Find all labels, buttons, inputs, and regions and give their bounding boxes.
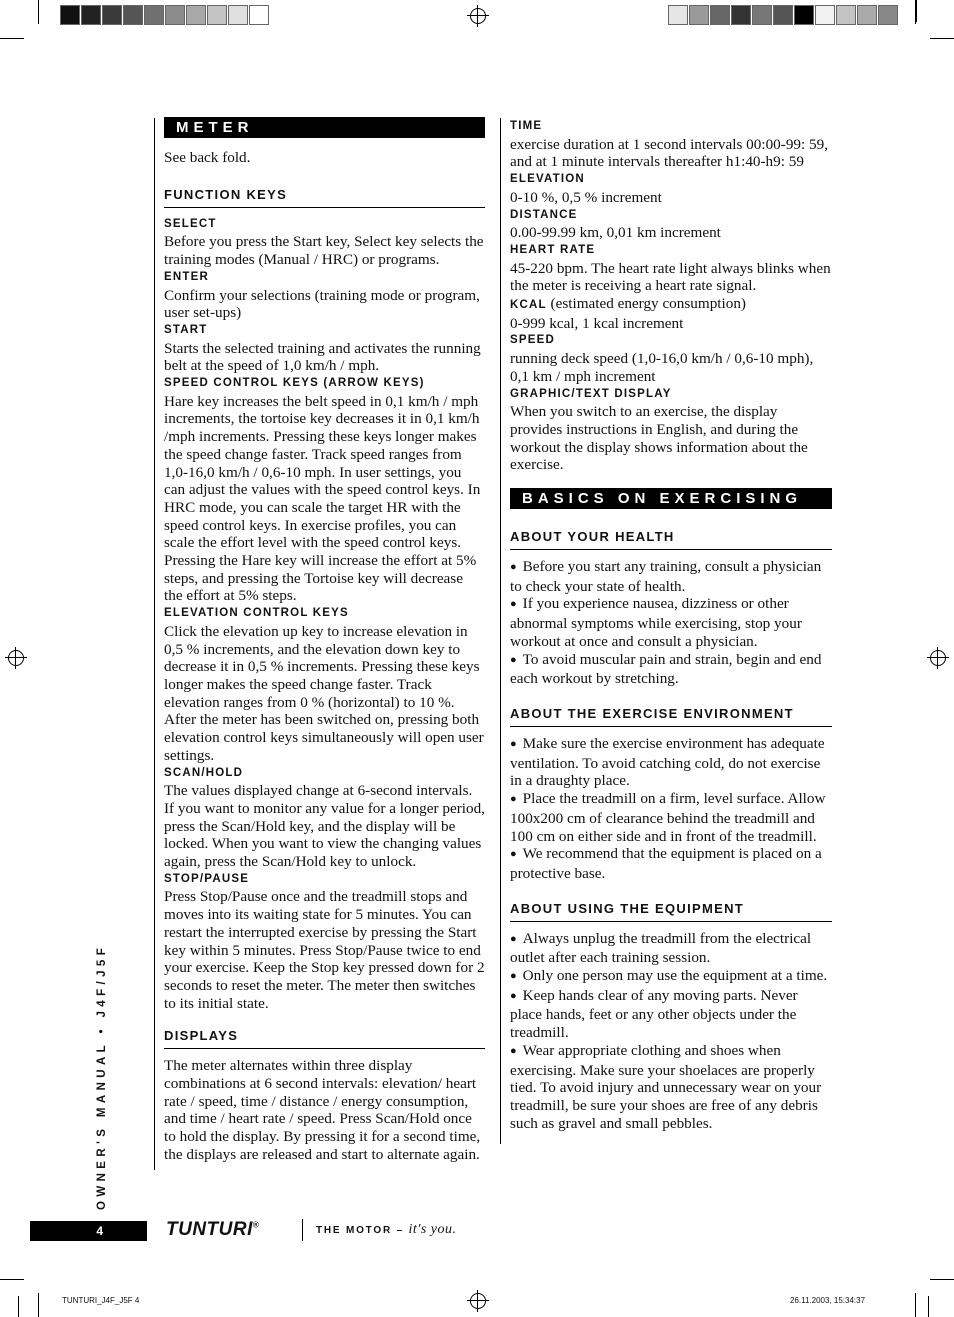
kcal-inline-text: (estimated energy consumption) <box>546 295 746 313</box>
color-swatch <box>710 5 730 25</box>
text-start: Starts the selected training and activates the running belt at the speed of 1,0 km/h / mph. <box>164 339 481 375</box>
list-item: ● Place the treadmill on a firm, level surface. Allow 100x200 cm of clearance behind the treadmill and 100 cm on either side and in front of the treadmill. <box>510 790 832 845</box>
list-item: ● Before you start any training, consult a physician to check your state of health. <box>510 558 832 595</box>
list-health <box>510 558 832 688</box>
crop-mark <box>0 38 24 39</box>
list-equipment <box>510 930 832 1133</box>
heading-function-keys: FUNCTION KEYS <box>164 187 485 208</box>
list-item: ● Only one person may use the equipment at a time. <box>510 967 832 987</box>
color-swatch <box>102 5 122 25</box>
color-swatch <box>207 5 227 25</box>
tagline-dash: – <box>392 1225 409 1236</box>
text-elevation: 0-10 %, 0,5 % increment <box>510 188 662 206</box>
label-heart-rate: HEART RATE <box>510 243 596 256</box>
footer-divider <box>302 1219 303 1241</box>
text-distance: 0.00-99.99 km, 0,01 km increment <box>510 224 721 242</box>
color-bar-left <box>60 5 270 25</box>
registration-mark-icon <box>8 650 24 666</box>
list-environment <box>510 735 832 883</box>
color-swatch <box>794 5 814 25</box>
color-swatch <box>689 5 709 25</box>
column-divider <box>500 118 501 1144</box>
crop-mark <box>18 1296 19 1317</box>
text-graphic-display: When you switch to an exercise, the display provides instructions in English, and during the workout the display shows information about the exercise. <box>510 403 808 474</box>
text-scan-hold: The values displayed change at 6-second intervals. If you want to monitor any value for a longer period, press the Scan/Hold key, and the display will be locked. When you want to view the changing values again, press the Scan/Hold key to unlock. <box>164 782 485 871</box>
list-item: ● Make sure the exercise environment has adequate ventilation. To avoid catching cold, do not exercise in a draughty place. <box>510 735 832 790</box>
crop-mark <box>38 0 39 24</box>
label-graphic-display: GRAPHIC/TEXT DISPLAY <box>510 387 672 400</box>
list-item: ● If you experience nausea, dizziness or other abnormal symptoms while exercising, stop your workout at once and consult a physician. <box>510 595 832 650</box>
crop-mark <box>915 1293 916 1317</box>
list-item: ● Keep hands clear of any moving parts. Never place hands, feet or any other objects under the treadmill. <box>510 987 832 1042</box>
label-time: TIME <box>510 120 543 132</box>
logo-text: TUNTURI <box>166 1219 253 1240</box>
crop-mark <box>38 1293 39 1317</box>
text-displays: The meter alternates within three display combinations at 6 second intervals: elevation/ heart rate / speed, time / distance / energy consumption, and time / heart rate / speed. Press Scan/Hold once to hold the display. By pressing it for a second time, the displays are released and start to alternate again. <box>164 1057 481 1163</box>
print-slug-right: 26.11.2003, 15:34:37 <box>790 1296 866 1305</box>
color-swatch <box>144 5 164 25</box>
heading-health: ABOUT YOUR HEALTH <box>510 529 832 550</box>
label-stop-pause: STOP/PAUSE <box>164 872 250 885</box>
text-enter: Confirm your selections (training mode or program, user set-ups) <box>164 286 480 322</box>
label-start: START <box>164 323 208 336</box>
left-column <box>164 117 485 1164</box>
crop-mark <box>928 1296 929 1317</box>
color-swatch <box>81 5 101 25</box>
right-column <box>510 118 832 1132</box>
label-select: SELECT <box>164 217 217 230</box>
crop-mark <box>930 1279 954 1280</box>
brand-logo <box>166 1219 259 1241</box>
text-speed-keys: Hare key increases the belt speed in 0,1 km/h / mph increments, the tortoise key decreases it in 0,1 km/h /mph increments. Pressing these keys longer makes the speed change faster. Track speed ranges from 1,0-16,0 km/h / 0,6-10 mph. In user settings, you can adjust the values with the speed control keys. In HRC mode, you can scale the target HR with the speed control keys. In exercise profiles, you can scale the effort level with the speed control keys. Pressing the Hare key will increase the effort at 5% steps, and pressing the Tortoise key will decrease the effort at 5% steps. <box>164 392 481 605</box>
tagline <box>316 1222 456 1238</box>
color-swatch <box>815 5 835 25</box>
text-elevation-keys: Click the elevation up key to increase elevation in 0,5 % increments, and the elevation down key to decrease it in 0,5 % increments. Pressing these keys longer makes the speed change faster. Track elevation ranges from 0 % (horizontal) to 10 %. After the meter has been switched on, pressing both elevation control keys simultaneously will open user settings. <box>164 622 484 764</box>
registered-mark: ® <box>252 1220 260 1230</box>
list-item: ● To avoid muscular pain and strain, begin and end each workout by stretching. <box>510 651 832 688</box>
side-manual-label: OWNER'S MANUAL • J4F/J5F <box>96 943 108 1210</box>
color-swatch <box>773 5 793 25</box>
label-elevation: ELEVATION <box>510 173 585 186</box>
tagline-main: THE MOTOR <box>316 1225 393 1236</box>
color-swatch <box>123 5 143 25</box>
column-divider <box>154 118 155 1170</box>
text-kcal: 0-999 kcal, 1 kcal increment <box>510 314 684 332</box>
heading-equipment: ABOUT USING THE EQUIPMENT <box>510 901 832 922</box>
heading-displays: DISPLAYS <box>164 1028 485 1049</box>
color-swatch <box>249 5 269 25</box>
registration-mark-icon <box>930 650 946 666</box>
registration-mark-icon <box>470 8 486 24</box>
crop-mark <box>916 0 917 22</box>
color-swatch <box>731 5 751 25</box>
label-elevation-keys: ELEVATION CONTROL KEYS <box>164 607 349 620</box>
color-swatch <box>186 5 206 25</box>
label-speed: SPEED <box>510 334 555 347</box>
label-kcal: KCAL <box>510 299 547 312</box>
registration-mark-icon <box>470 1293 486 1309</box>
color-swatch <box>752 5 772 25</box>
color-swatch <box>857 5 877 25</box>
crop-mark <box>930 38 954 39</box>
color-swatch <box>165 5 185 25</box>
meter-text: See back fold. <box>164 149 251 166</box>
section-title-basics: BASICS ON EXERCISING <box>510 488 832 509</box>
label-distance: DISTANCE <box>510 208 578 221</box>
print-slug-left: TUNTURI_J4F_J5F 4 <box>62 1296 140 1305</box>
color-swatch <box>878 5 898 25</box>
text-select: Before you press the Start key, Select key selects the training modes (Manual / HRC) or programs. <box>164 233 484 269</box>
list-item: ● Wear appropriate clothing and shoes when exercising. Make sure your shoelaces are properly tied. To avoid injury and unnecessary wear on your treadmill, be sure your shoes are free of any debris such as gravel and small pebbles. <box>510 1042 832 1133</box>
color-bar-right <box>668 5 899 25</box>
section-title-meter: METER <box>164 117 485 138</box>
label-speed-keys: SPEED CONTROL KEYS (ARROW KEYS) <box>164 377 425 390</box>
color-swatch <box>836 5 856 25</box>
list-item: ● We recommend that the equipment is placed on a protective base. <box>510 845 832 882</box>
kcal-line <box>510 295 832 315</box>
text-stop-pause: Press Stop/Pause once and the treadmill stops and moves into its waiting state for 5 minutes. You can restart the interrupted exercise by pressing the Start key within 5 minutes. Press Stop/Pause twice to end your exercise. Keep the Stop key pressed down for 2 seconds to reset the meter. The meter then switches to its initial state. <box>164 888 485 1012</box>
text-time: exercise duration at 1 second intervals 00:00-99: 59, and at 1 minute intervals thereafter h1:40-h9: 59 <box>510 135 829 171</box>
color-swatch <box>60 5 80 25</box>
color-swatch <box>228 5 248 25</box>
text-speed: running deck speed (1,0-16,0 km/h / 0,6-10 mph), 0,1 km / mph increment <box>510 350 814 385</box>
tagline-italic: it's you. <box>408 1222 457 1237</box>
text-heart-rate: 45-220 bpm. The heart rate light always blinks when the meter is receiving a heart rate signal. <box>510 259 831 295</box>
heading-environment: ABOUT THE EXERCISE ENVIRONMENT <box>510 706 832 727</box>
list-item: ● Always unplug the treadmill from the electrical outlet after each training session. <box>510 930 832 967</box>
crop-mark <box>0 1279 24 1280</box>
page-number: 4 <box>30 1221 147 1241</box>
label-scan-hold: SCAN/HOLD <box>164 766 244 779</box>
color-swatch <box>668 5 688 25</box>
label-enter: ENTER <box>164 270 209 283</box>
